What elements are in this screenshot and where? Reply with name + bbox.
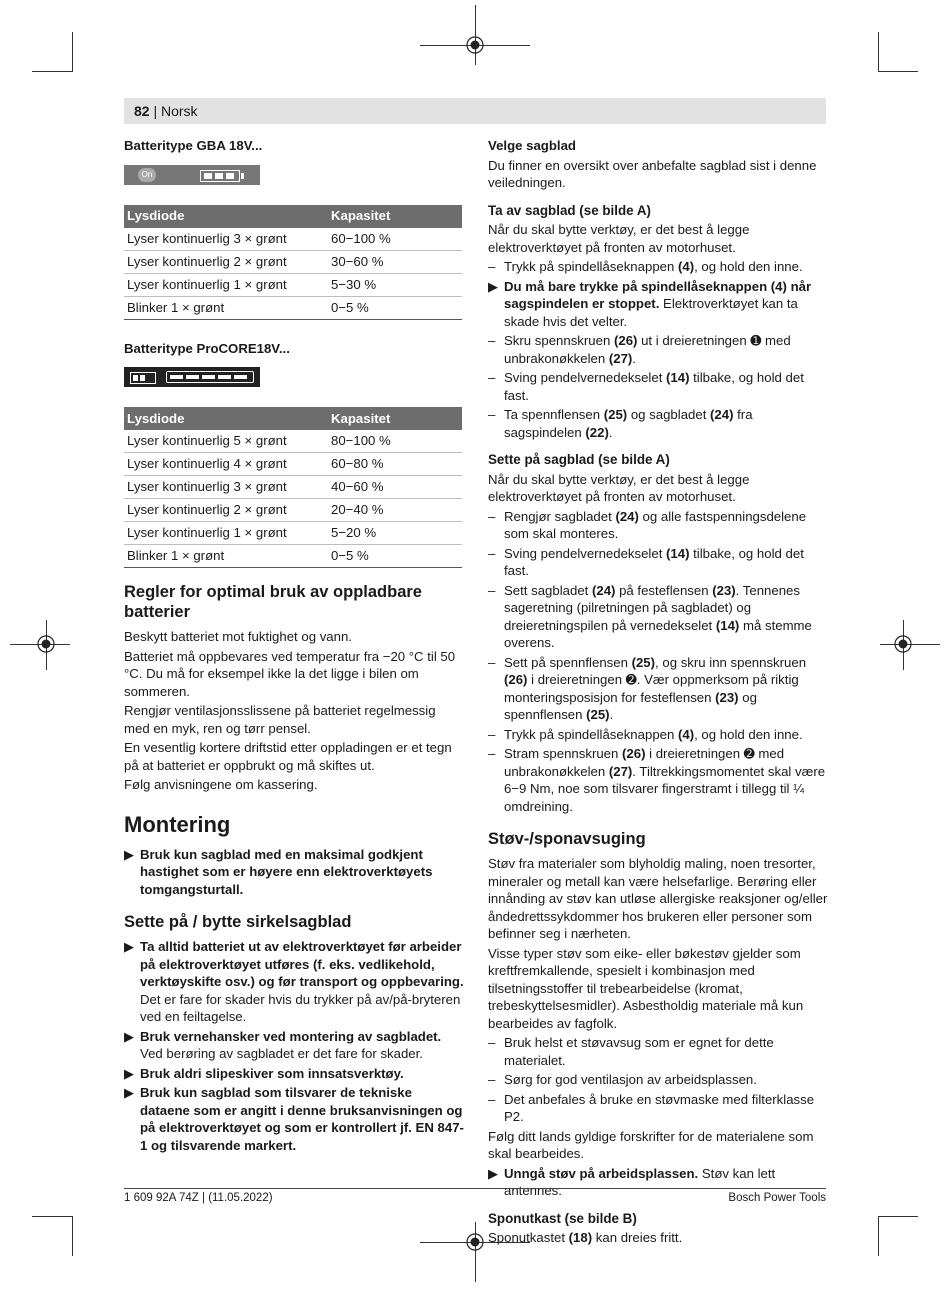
table-cell: 20−40 % [328, 499, 462, 522]
item-text: , og hold den inne. [694, 726, 803, 742]
page-number: 82 [134, 103, 150, 119]
list-item [488, 369, 828, 404]
list-item [488, 508, 828, 543]
stov-heading: Støv-/sponavsuging [488, 830, 646, 848]
table-header: Lysdiode [124, 407, 328, 430]
item-text: Sving pendelvernedekselet [504, 370, 667, 385]
item-text: Rengjør sagbladet [504, 508, 616, 524]
table-cell: Lyser kontinuerlig 2 × grønt [124, 499, 328, 522]
item-text: Sving pendelvernedekselet [504, 545, 667, 561]
warning-bold: Du må bare trykke på spindellåseknappen (4) når sagspindelen er stoppet. [504, 278, 812, 311]
registration-mark-icon [35, 633, 57, 655]
table-cell: 5−20 % [328, 522, 462, 545]
settepa-heading: Sette på sagblad (se bilde A) [488, 452, 670, 467]
battery-gba-indicator [124, 165, 260, 185]
rules-text: Beskytt batteriet mot fuktighet og vann. [124, 629, 352, 644]
rules-text: En vesentlig kortere driftstid etter oppladingen er et tegn på at batteriet er oppbrukt og må skiftes ut. [124, 740, 452, 773]
item-text: Sett på spennflensen [504, 654, 632, 670]
ref-number: (26) [613, 333, 638, 348]
item-text: på festeflensen [615, 582, 713, 598]
item-text: og spennflensen [504, 689, 757, 722]
ref-number: (14) [715, 617, 740, 633]
dash-marker: – [488, 746, 496, 761]
footer-brand: Bosch Power Tools [728, 1192, 826, 1204]
item-text: kan dreies fritt. [592, 1230, 683, 1245]
arrow-icon: ▶ [488, 278, 499, 294]
warning-bold: Bruk kun sagblad som tilsvarer de tekniske dataene som er angitt i denne bruksanvisningen og på elektroverktøyet og som er kontrollert jf. EN 847-1 og tilsvarende markert. [140, 1085, 464, 1153]
rules-heading: Regler for optimal bruk av oppladbare batterier [124, 583, 422, 621]
table-cell: 5−30 % [328, 273, 462, 296]
table-row [124, 476, 462, 499]
dash-marker: – [488, 582, 496, 598]
item-text: Støv kan lett antennes. [504, 1165, 776, 1198]
item-text: Skru spennskruen [504, 333, 614, 348]
table-row [124, 296, 462, 319]
dash-marker: – [488, 259, 496, 274]
item-text: Sørg for god ventilasjon av arbeidsplassen. [504, 1072, 757, 1087]
table-cell: 30−60 % [328, 250, 462, 273]
body-text: Følg ditt lands gyldige forskrifter for de materialene som skal bearbeides. [488, 1128, 814, 1161]
item-text: i dreieretningen ➋. Vær oppmerksom på riktig monteringsposisjon for festeflensen [504, 672, 799, 705]
list-item [488, 258, 828, 276]
warning-bold: Ta alltid batteriet ut av elektroverktøyet før arbeider på elektroverktøyet utføres (f. eks. vedlikehold, verktøyskifte osv.) og før transport og oppbevaring. [140, 939, 464, 989]
table-cell: Lyser kontinuerlig 5 × grønt [124, 430, 328, 453]
footer-docnumber: 1 609 92A 74Z | (11.05.2022) [124, 1192, 273, 1204]
warning-item [124, 1065, 464, 1083]
battery-procore-capacity-table [124, 407, 462, 568]
ref-number: (26) [622, 746, 646, 761]
item-text: Trykk på spindellåseknappen [504, 726, 678, 742]
battery-bars-icon [166, 371, 254, 383]
warning-bold: Unngå støv på arbeidsplassen. [504, 1165, 699, 1181]
registration-mark-icon [464, 34, 486, 56]
table-row [124, 453, 462, 476]
item-text: Sponutkastet [488, 1230, 569, 1245]
warning-bold: Bruk aldri slipeskiver som innsatsverktøy. [140, 1065, 404, 1081]
list-item [488, 582, 828, 652]
item-text: Stram spennskruen [504, 746, 623, 761]
table-row [124, 273, 462, 296]
item-text: ut i dreieretningen ➊ med unbrakonøkkelen [504, 333, 791, 366]
list-item [488, 745, 828, 815]
item-text: . [609, 707, 614, 722]
table-header: Lysdiode [124, 205, 328, 228]
item-text: og sagbladet [627, 407, 711, 422]
battery-low-icon [130, 372, 156, 384]
table-cell: Blinker 1 × grønt [124, 296, 328, 319]
ref-number: (27) [608, 763, 633, 779]
body-text: Visse typer støv som eike- eller bøkestøv gjelder som kreftfremkallende, spesielt i kombinasjon med tilsetningsstoffer til trebearbeidelse (kromat, trebeskyttelsesmidler). Asbestholdig materiale må kun bearbeides av fagfolk. [488, 945, 804, 1031]
list-item [488, 545, 828, 580]
item-text: tilbake, og hold det fast. [504, 545, 804, 578]
arrow-icon: ▶ [124, 846, 135, 862]
ref-number: (23) [712, 582, 736, 598]
table-cell: Lyser kontinuerlig 2 × grønt [124, 250, 328, 273]
item-text: Bruk helst et støvavsug som er egnet for dette materialet. [504, 1035, 774, 1068]
item-text: Sett sagbladet [504, 582, 592, 598]
list-item [488, 1034, 828, 1069]
warning-text: Bruk kun sagblad med en maksimal godkjent hastighet som er høyere enn elektroverktøyets tomgangsturtall. [140, 846, 433, 897]
table-row [124, 522, 462, 545]
table-row [124, 228, 462, 251]
ref-number: (14) [666, 370, 690, 385]
crop-mark [878, 71, 918, 72]
table-cell: Lyser kontinuerlig 1 × grønt [124, 273, 328, 296]
table-cell: 0−5 % [328, 545, 462, 568]
ref-number: (18) [568, 1230, 593, 1245]
table-cell: 60−100 % [328, 228, 462, 251]
crop-mark [72, 1216, 73, 1256]
table-cell: Lyser kontinuerlig 3 × grønt [124, 476, 328, 499]
table-cell: Lyser kontinuerlig 4 × grønt [124, 453, 328, 476]
ref-number: (24) [591, 582, 616, 598]
item-text: tilbake, og hold det fast. [504, 370, 804, 403]
list-item [488, 1071, 828, 1089]
body-text: Når du skal bytte verktøy, er det best å legge elektroverktøyet på fronten av motorhuset. [488, 222, 750, 255]
on-button-icon: On [138, 168, 156, 182]
right-column [488, 137, 828, 1249]
warning-bold: Bruk vernehansker ved montering av sagbladet. [140, 1028, 442, 1044]
body-text: Støv fra materialer som blyholdig maling, noen tresorter, mineraler og metall kan være helsefarlige. Berøring eller innånding av støv kan utløse allergiske reaksjoner og/eller åndedrettssykdommer hos brukeren eller personer som befinner seg i nærheten. [488, 856, 828, 941]
item-text: Trykk på spindellåseknappen [504, 259, 678, 274]
registration-mark-icon [464, 1231, 486, 1253]
warning-item [124, 1028, 464, 1063]
ref-number: (22) [585, 424, 609, 440]
crop-mark [878, 1216, 879, 1256]
battery-level-icon [200, 170, 240, 182]
battery-gba-capacity-table [124, 205, 462, 320]
ref-number: (25) [631, 654, 656, 670]
arrow-icon: ▶ [124, 1065, 135, 1081]
battery-type-gba-title: Batteritype GBA 18V... [124, 138, 263, 153]
warning-text: Det er fare for skader hvis du trykker på av/på-bryteren ved en feiltagelse. [140, 991, 461, 1024]
taav-heading: Ta av sagblad (se bilde A) [488, 202, 651, 218]
registration-mark-icon [892, 633, 914, 655]
dash-marker: – [488, 333, 496, 348]
ref-number: (27) [608, 350, 633, 366]
sette-heading: Sette på / bytte sirkelsagblad [124, 913, 352, 931]
dash-marker: – [488, 654, 496, 670]
table-header: Kapasitet [328, 205, 462, 228]
item-text: må stemme overens. [504, 617, 812, 650]
dash-marker: – [488, 407, 496, 422]
ref-number: (25) [586, 707, 610, 722]
left-column [124, 137, 464, 1156]
dash-marker: – [488, 726, 496, 742]
crop-mark [72, 32, 73, 72]
table-row [124, 250, 462, 273]
item-text: og alle fastspenningsdelene som skal monteres. [504, 508, 807, 541]
page-number-section: 82 | Norsk [134, 103, 198, 119]
item-text: , og skru inn spennskruen [655, 654, 807, 670]
item-text: . [632, 350, 636, 366]
ref-number: (23) [715, 689, 739, 705]
crop-mark [878, 1216, 918, 1217]
dash-marker: – [488, 1035, 496, 1050]
table-row [124, 545, 462, 568]
dash-marker: – [488, 508, 496, 524]
table-cell: 60−80 % [328, 453, 462, 476]
velge-heading: Velge sagblad [488, 138, 576, 153]
ref-number: (14) [666, 545, 690, 561]
table-cell: Blinker 1 × grønt [124, 545, 328, 568]
item-text: i dreieretningen ➋ med unbrakonøkkelen [504, 746, 785, 779]
item-text: . [608, 424, 613, 440]
ref-number: (24) [615, 508, 639, 524]
warning-item [124, 846, 464, 899]
list-item [488, 726, 828, 744]
item-text: , og hold den inne. [694, 259, 803, 274]
ref-number: (24) [710, 407, 734, 422]
crop-mark [878, 32, 879, 72]
warning-text: Ved berøring av sagbladet er det fare for skader. [140, 1046, 423, 1061]
body-text: Du finner en oversikt over anbefalte sagblad sist i denne veiledningen. [488, 157, 817, 190]
body-text: Når du skal bytte verktøy, er det best å legge elektroverktøyet på fronten av motorhuset. [488, 471, 750, 504]
page-header [124, 98, 826, 124]
arrow-icon: ▶ [124, 1028, 135, 1044]
item-text: Ta spennflensen [504, 407, 604, 422]
warning-item [124, 938, 464, 1026]
item-text: . Tennenes sageretning (pilretningen på sagbladet) og dreieretningspilen på vernedekselet [504, 582, 800, 633]
rules-text: Batteriet må oppbevares ved temperatur fra −20 °C til 50 °C. Du må for eksempel ikke la det ligge i bilen om sommeren. [124, 648, 456, 699]
table-cell: 40−60 % [328, 476, 462, 499]
ref-number: (4) [677, 726, 695, 742]
warning-item [488, 278, 828, 331]
arrow-icon: ▶ [488, 1165, 499, 1181]
table-header: Kapasitet [328, 407, 462, 430]
battery-type-procore-title: Batteritype ProCORE18V... [124, 340, 290, 356]
crop-mark [32, 71, 72, 72]
ref-number: (26) [504, 672, 528, 687]
arrow-icon: ▶ [124, 939, 135, 954]
page-footer [124, 1188, 826, 1204]
crop-mark [32, 1216, 72, 1217]
body-text [488, 1229, 828, 1247]
rules-text: Følg anvisningene om kassering. [124, 777, 318, 792]
section-name: Norsk [161, 103, 198, 119]
table-cell: 0−5 % [328, 296, 462, 319]
battery-procore-indicator [124, 367, 260, 387]
dash-marker: – [488, 1072, 496, 1087]
dash-marker: – [488, 1091, 496, 1107]
item-text: Det anbefales å bruke en støvmaske med filterklasse P2. [504, 1091, 815, 1124]
table-row [124, 430, 462, 453]
spon-heading: Sponutkast (se bilde B) [488, 1210, 637, 1226]
table-cell: Lyser kontinuerlig 1 × grønt [124, 522, 328, 545]
list-item [488, 654, 828, 724]
list-item [488, 406, 828, 441]
dash-marker: – [488, 545, 496, 561]
warning-item [124, 1084, 464, 1154]
table-cell: 80−100 % [328, 430, 462, 453]
dash-marker: – [488, 370, 496, 385]
list-item [488, 1091, 828, 1126]
ref-number: (25) [603, 407, 628, 422]
item-text: . Tiltrekkingsmomentet skal være 6−9 Nm, noe som tilsvarer fingerstramt i tillegg til ¼ omdreining. [504, 763, 826, 814]
rules-text: Rengjør ventilasjonsslissene på batteriet regelmessig med en myk, ren og tørr pensel. [124, 703, 436, 736]
montering-heading: Montering [124, 811, 231, 837]
table-cell: Lyser kontinuerlig 3 × grønt [124, 228, 328, 251]
item-text: fra sagspindelen [504, 407, 753, 440]
arrow-icon: ▶ [124, 1085, 135, 1100]
item-text: Elektroverktøyet kan ta skade hvis det velter. [504, 296, 798, 329]
table-row [124, 499, 462, 522]
ref-number: (4) [677, 259, 695, 274]
list-item [488, 332, 828, 367]
